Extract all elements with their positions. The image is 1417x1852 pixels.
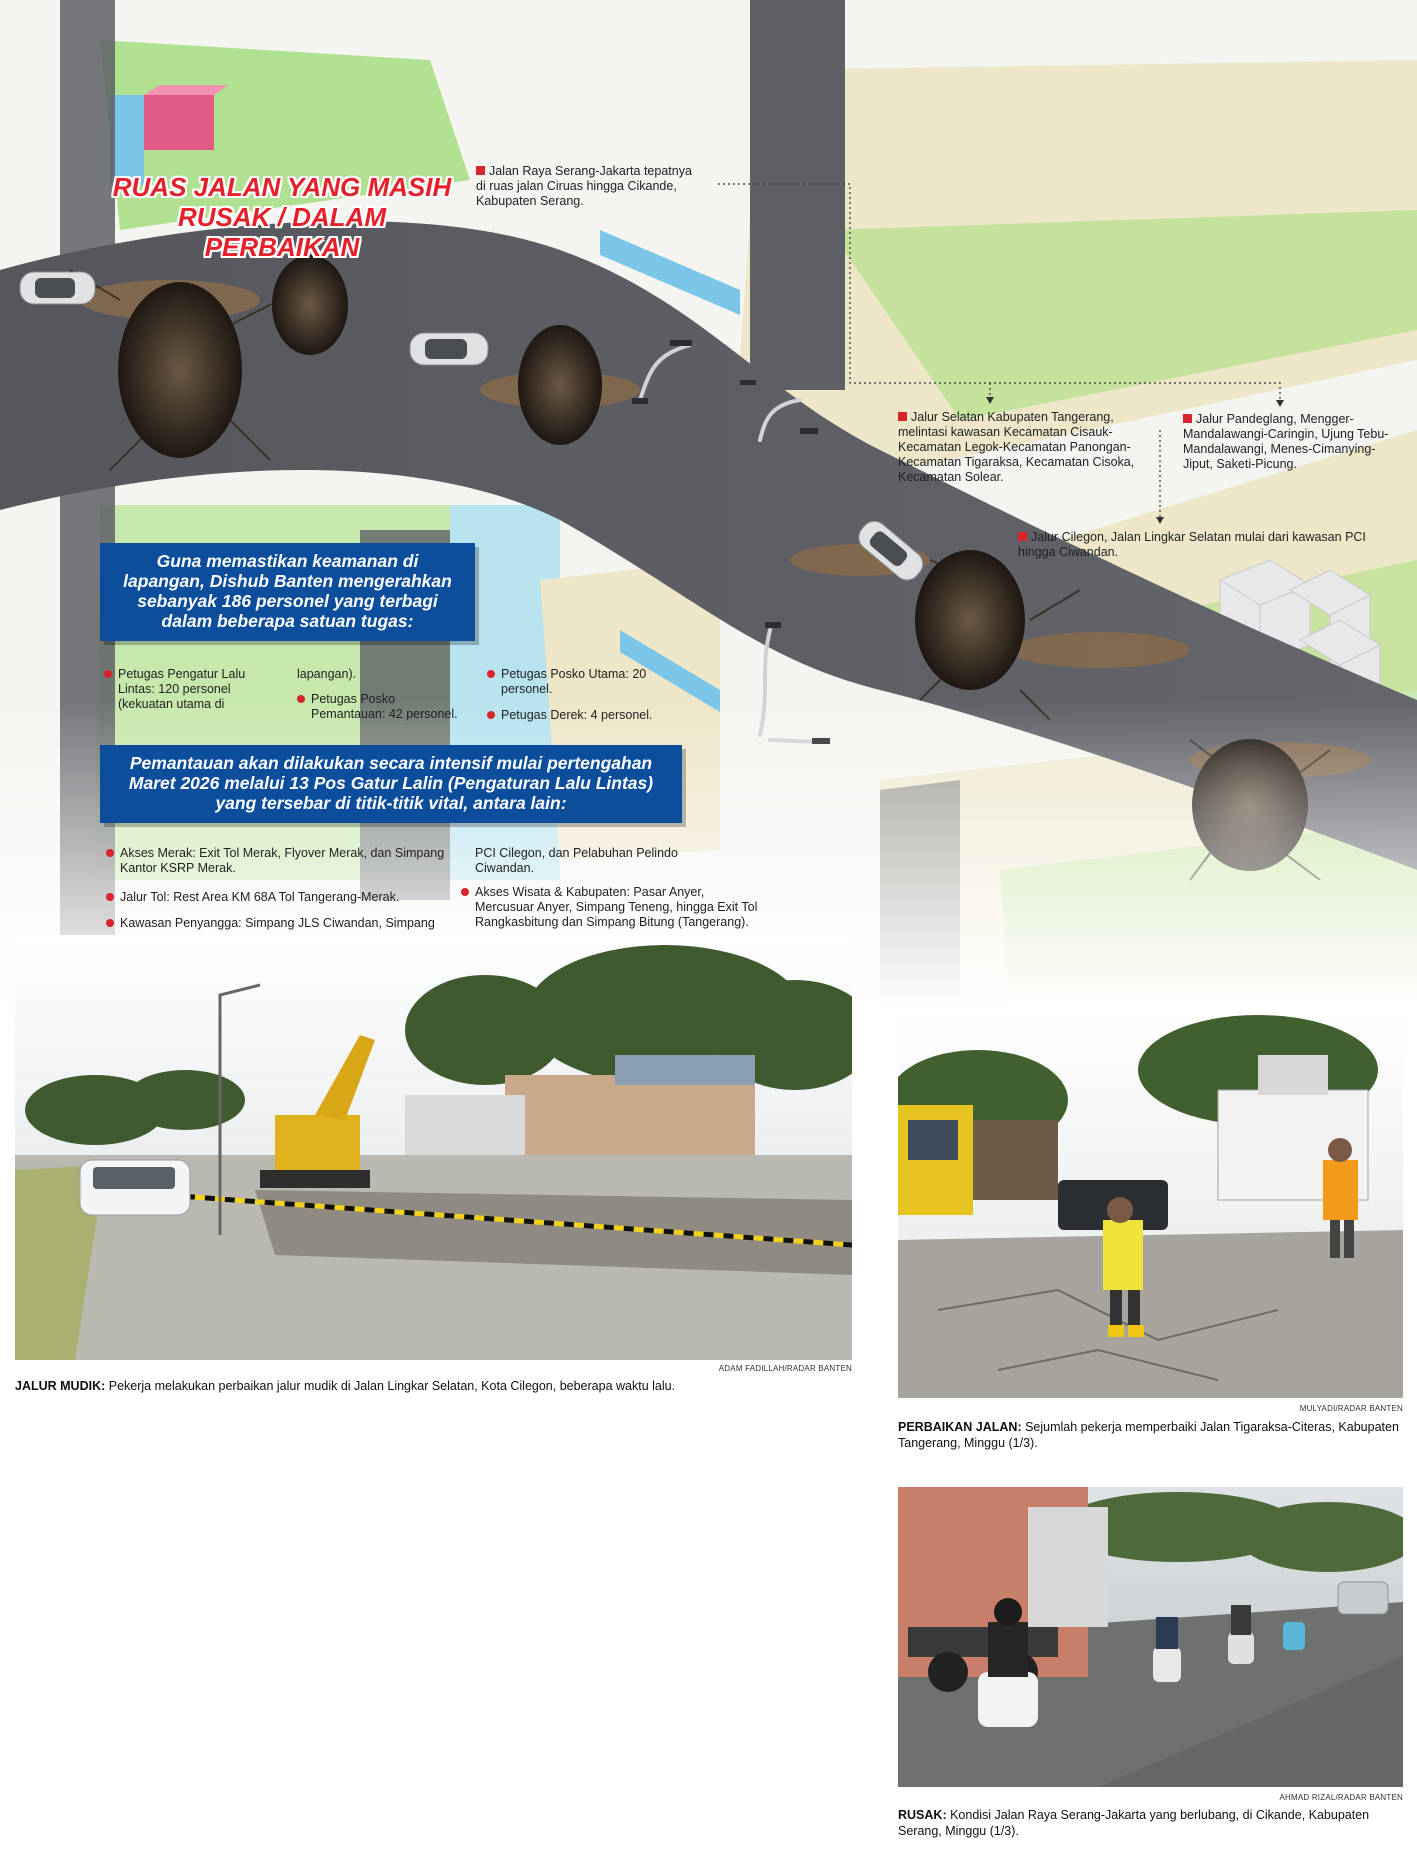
personnel-item-monitoring-post: Petugas Posko Pemantauan: 42 personel. [297, 692, 467, 722]
caption-2-label: PERBAIKAN JALAN: [898, 1420, 1022, 1434]
personnel-item-traffic-officers: Petugas Pengatur Lalu Lintas: 120 personel (kekuatan utama di [104, 667, 264, 712]
red-square-marker [1018, 532, 1027, 541]
post-item-buffer-zone-cont: PCI Cilegon, dan Pelabuhan Pelindo Ciwandan. [475, 846, 678, 875]
road-note-serang-jakarta: Jalan Raya Serang-Jakarta tepatnya di ruas jalan Ciruas hingga Cikande, Kabupaten Serang. [476, 164, 692, 208]
photo-credit-2: MULYADI/RADAR BANTEN [1299, 1404, 1403, 1413]
photo-credit-3: AHMAD RIZAL/RADAR BANTEN [1279, 1793, 1403, 1802]
photo-credit-1: ADAM FADILLAH/RADAR BANTEN [718, 1364, 852, 1373]
post-item-toll: Jalur Tol: Rest Area KM 68A Tol Tangerang-Merak. [106, 890, 446, 905]
post-item-buffer-zone: Kawasan Penyangga: Simpang JLS Ciwandan, Simpang [106, 916, 446, 931]
post-item-merak: Akses Merak: Exit Tol Merak, Flyover Merak, dan Simpang Kantor KSRP Merak. [106, 846, 446, 876]
caption-1 [15, 1378, 852, 1394]
post-item-tourism-access: Akses Wisata & Kabupaten: Pasar Anyer, Mercusuar Anyer, Simpang Teneng, hingga Exit Tol Rangkasbitung dan Simpang Bitung (Tangerang). [461, 885, 761, 930]
caption-3-text: Kondisi Jalan Raya Serang-Jakarta yang berlubang, di Cikande, Kabupaten Serang, Minggu (1/3). [898, 1808, 1370, 1838]
photo-road-repair-cilegon [15, 935, 852, 1360]
personnel-item-tow-officers: Petugas Derek: 4 personel. [487, 708, 677, 723]
photo-damaged-road-cikande [898, 1487, 1403, 1787]
headline-line-2: RUSAK / DALAM PERBAIKAN [178, 202, 386, 262]
caption-3 [898, 1807, 1403, 1839]
caption-2 [898, 1419, 1403, 1451]
caption-2-text: Sejumlah pekerja memperbaiki Jalan Tigaraksa-Citeras, Kabupaten Tangerang, Minggu (1/3). [898, 1420, 1399, 1450]
caption-3-label: RUSAK: [898, 1808, 947, 1822]
monitoring-info-box: Pemantauan akan dilakukan secara intensif mulai pertengahan Maret 2026 melalui 13 Pos Gatur Lalin (Pengaturan Lalu Lintas) yang tersebar di titik-titik vital, antara lain: [100, 745, 682, 823]
personnel-item-main-post: Petugas Posko Utama: 20 personel. [487, 667, 657, 697]
caption-1-label: JALUR MUDIK: [15, 1379, 106, 1393]
red-square-marker [1183, 414, 1192, 423]
personnel-info-box: Guna memastikan keamanan di lapangan, Dishub Banten mengerahkan sebanyak 186 personel yang terbagi dalam beberapa satuan tugas: [100, 543, 475, 641]
road-note-tangerang: Jalur Selatan Kabupaten Tangerang, melintasi kawasan Kecamatan Cisauk-Kecamatan Legok-Kecamatan Panongan-Kecamatan Tigaraksa, Kecamatan Cisoka, Kecamatan Solear. [898, 410, 1135, 484]
red-square-marker [898, 412, 907, 421]
photo-road-repair-tigaraksa [898, 1010, 1403, 1398]
road-note-cilegon: Jalur Cilegon, Jalan Lingkar Selatan mulai dari kawasan PCI hingga Ciwandan. [1018, 530, 1366, 559]
road-note-pandeglang: Jalur Pandeglang, Mengger-Mandalawangi-Caringin, Ujung Tebu-Mandalawangi, Menes-Cimanying-Jiput, Saketi-Picung. [1183, 412, 1389, 471]
headline [112, 172, 452, 262]
headline-line-1: RUAS JALAN YANG MASIH [112, 172, 452, 202]
caption-1-text: Pekerja melakukan perbaikan jalur mudik di Jalan Lingkar Selatan, Kota Cilegon, beberapa waktu lalu. [105, 1379, 676, 1393]
red-square-marker [476, 166, 485, 175]
personnel-item-traffic-officers-cont: lapangan). [297, 667, 357, 681]
